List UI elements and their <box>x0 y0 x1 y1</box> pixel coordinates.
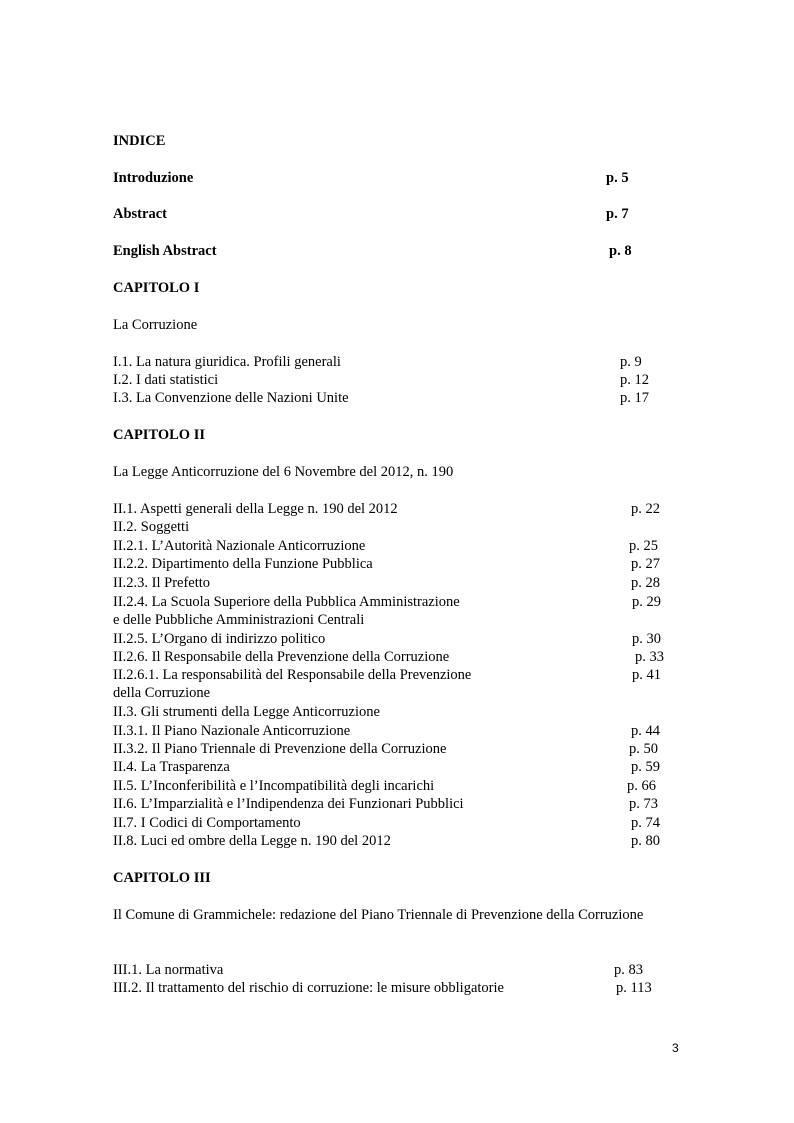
toc-entry-page: p. 22 <box>631 501 660 517</box>
toc-entry-page: p. 33 <box>635 649 664 665</box>
toc-entry-page: p. 8 <box>609 243 632 259</box>
toc-entry-page: p. 12 <box>620 372 649 388</box>
toc-entry-label: II.3.1. Il Piano Nazionale Anticorruzione <box>113 723 351 739</box>
toc-entry-page: p. 28 <box>631 575 660 591</box>
toc-entry-label: I.2. I dati statistici <box>113 372 219 388</box>
chapter-heading: CAPITOLO III <box>113 870 211 886</box>
toc-entry-label: II.5. L’Inconferibilità e l’Incompatibilità degli incarichi <box>113 778 435 794</box>
chapter-heading: CAPITOLO II <box>113 427 205 443</box>
toc-entry-page: p. 41 <box>632 667 661 683</box>
chapter-subtitle: Il Comune di Grammichele: redazione del Piano Triennale di Prevenzione della Corruzione <box>113 907 644 923</box>
toc-entry-page: p. 83 <box>614 962 643 978</box>
toc-entry-label: II.2.5. L’Organo di indirizzo politico <box>113 631 326 647</box>
toc-entry-label: II.2.6.1. La responsabilità del Responsabile della Prevenzione <box>113 667 472 683</box>
toc-entry-label: II.7. I Codici di Comportamento <box>113 815 301 831</box>
chapter-subtitle: La Legge Anticorruzione del 6 Novembre del 2012, n. 190 <box>113 464 454 480</box>
toc-entry-label: II.2. Soggetti <box>113 519 190 535</box>
toc-entry-page: p. 25 <box>629 538 658 554</box>
toc-entry-label: II.3. Gli strumenti della Legge Anticorruzione <box>113 704 380 720</box>
toc-entry-page: p. 80 <box>631 833 660 849</box>
toc-entry-page: p. 50 <box>629 741 658 757</box>
toc-entry-page: p. 27 <box>631 556 660 572</box>
toc-entry-page: p. 9 <box>620 354 642 370</box>
toc-entry-label: II.2.1. L’Autorità Nazionale Anticorruzione <box>113 538 366 554</box>
toc-entry-page: p. 59 <box>631 759 660 775</box>
toc-entry-label: II.4. La Trasparenza <box>113 759 230 775</box>
toc-entry-page: p. 30 <box>632 631 661 647</box>
toc-entry-page: p. 7 <box>606 206 629 222</box>
toc-entry-label: e delle Pubbliche Amministrazioni Centrali <box>113 612 365 628</box>
chapter-heading: CAPITOLO I <box>113 280 200 296</box>
toc-entry-label: I.3. La Convenzione delle Nazioni Unite <box>113 390 349 406</box>
toc-entry-label: II.1. Aspetti generali della Legge n. 190 del 2012 <box>113 501 398 517</box>
toc-entry-page: p. 73 <box>629 796 658 812</box>
toc-entry-label: English Abstract <box>113 243 217 259</box>
toc-entry-label: Introduzione <box>113 170 194 186</box>
toc-entry-label: III.1. La normativa <box>113 962 224 978</box>
toc-entry-label: II.2.6. Il Responsabile della Prevenzione della Corruzione <box>113 649 450 665</box>
toc-entry-label: Abstract <box>113 206 167 222</box>
toc-entry-label: della Corruzione <box>113 685 211 701</box>
toc-entry-page: p. 29 <box>632 594 661 610</box>
toc-entry-label: II.2.3. Il Prefetto <box>113 575 211 591</box>
toc-entry-label: I.1. La natura giuridica. Profili generali <box>113 354 341 370</box>
toc-entry-label: II.8. Luci ed ombre della Legge n. 190 del 2012 <box>113 833 391 849</box>
toc-entry-label: II.3.2. Il Piano Triennale di Prevenzione della Corruzione <box>113 741 447 757</box>
toc-entry-label: II.2.4. La Scuola Superiore della Pubblica Amministrazione <box>113 594 460 610</box>
toc-entry-label: III.2. Il trattamento del rischio di corruzione: le misure obbligatorie <box>113 980 504 996</box>
toc-entry-page: p. 66 <box>627 778 656 794</box>
toc-entry-page: p. 74 <box>631 815 660 831</box>
toc-entry-page: p. 17 <box>620 390 649 406</box>
toc-entry-page: p. 113 <box>616 980 652 996</box>
toc-entry-label: II.6. L’Imparzialità e l’Indipendenza dei Funzionari Pubblici <box>113 796 464 812</box>
page-number: 3 <box>672 1041 679 1055</box>
toc-entry-page: p. 5 <box>606 170 629 186</box>
toc-entry-label: II.2.2. Dipartimento della Funzione Pubblica <box>113 556 373 572</box>
toc-entry-page: p. 44 <box>631 723 660 739</box>
chapter-subtitle: La Corruzione <box>113 317 198 333</box>
index-title: INDICE <box>113 133 166 149</box>
